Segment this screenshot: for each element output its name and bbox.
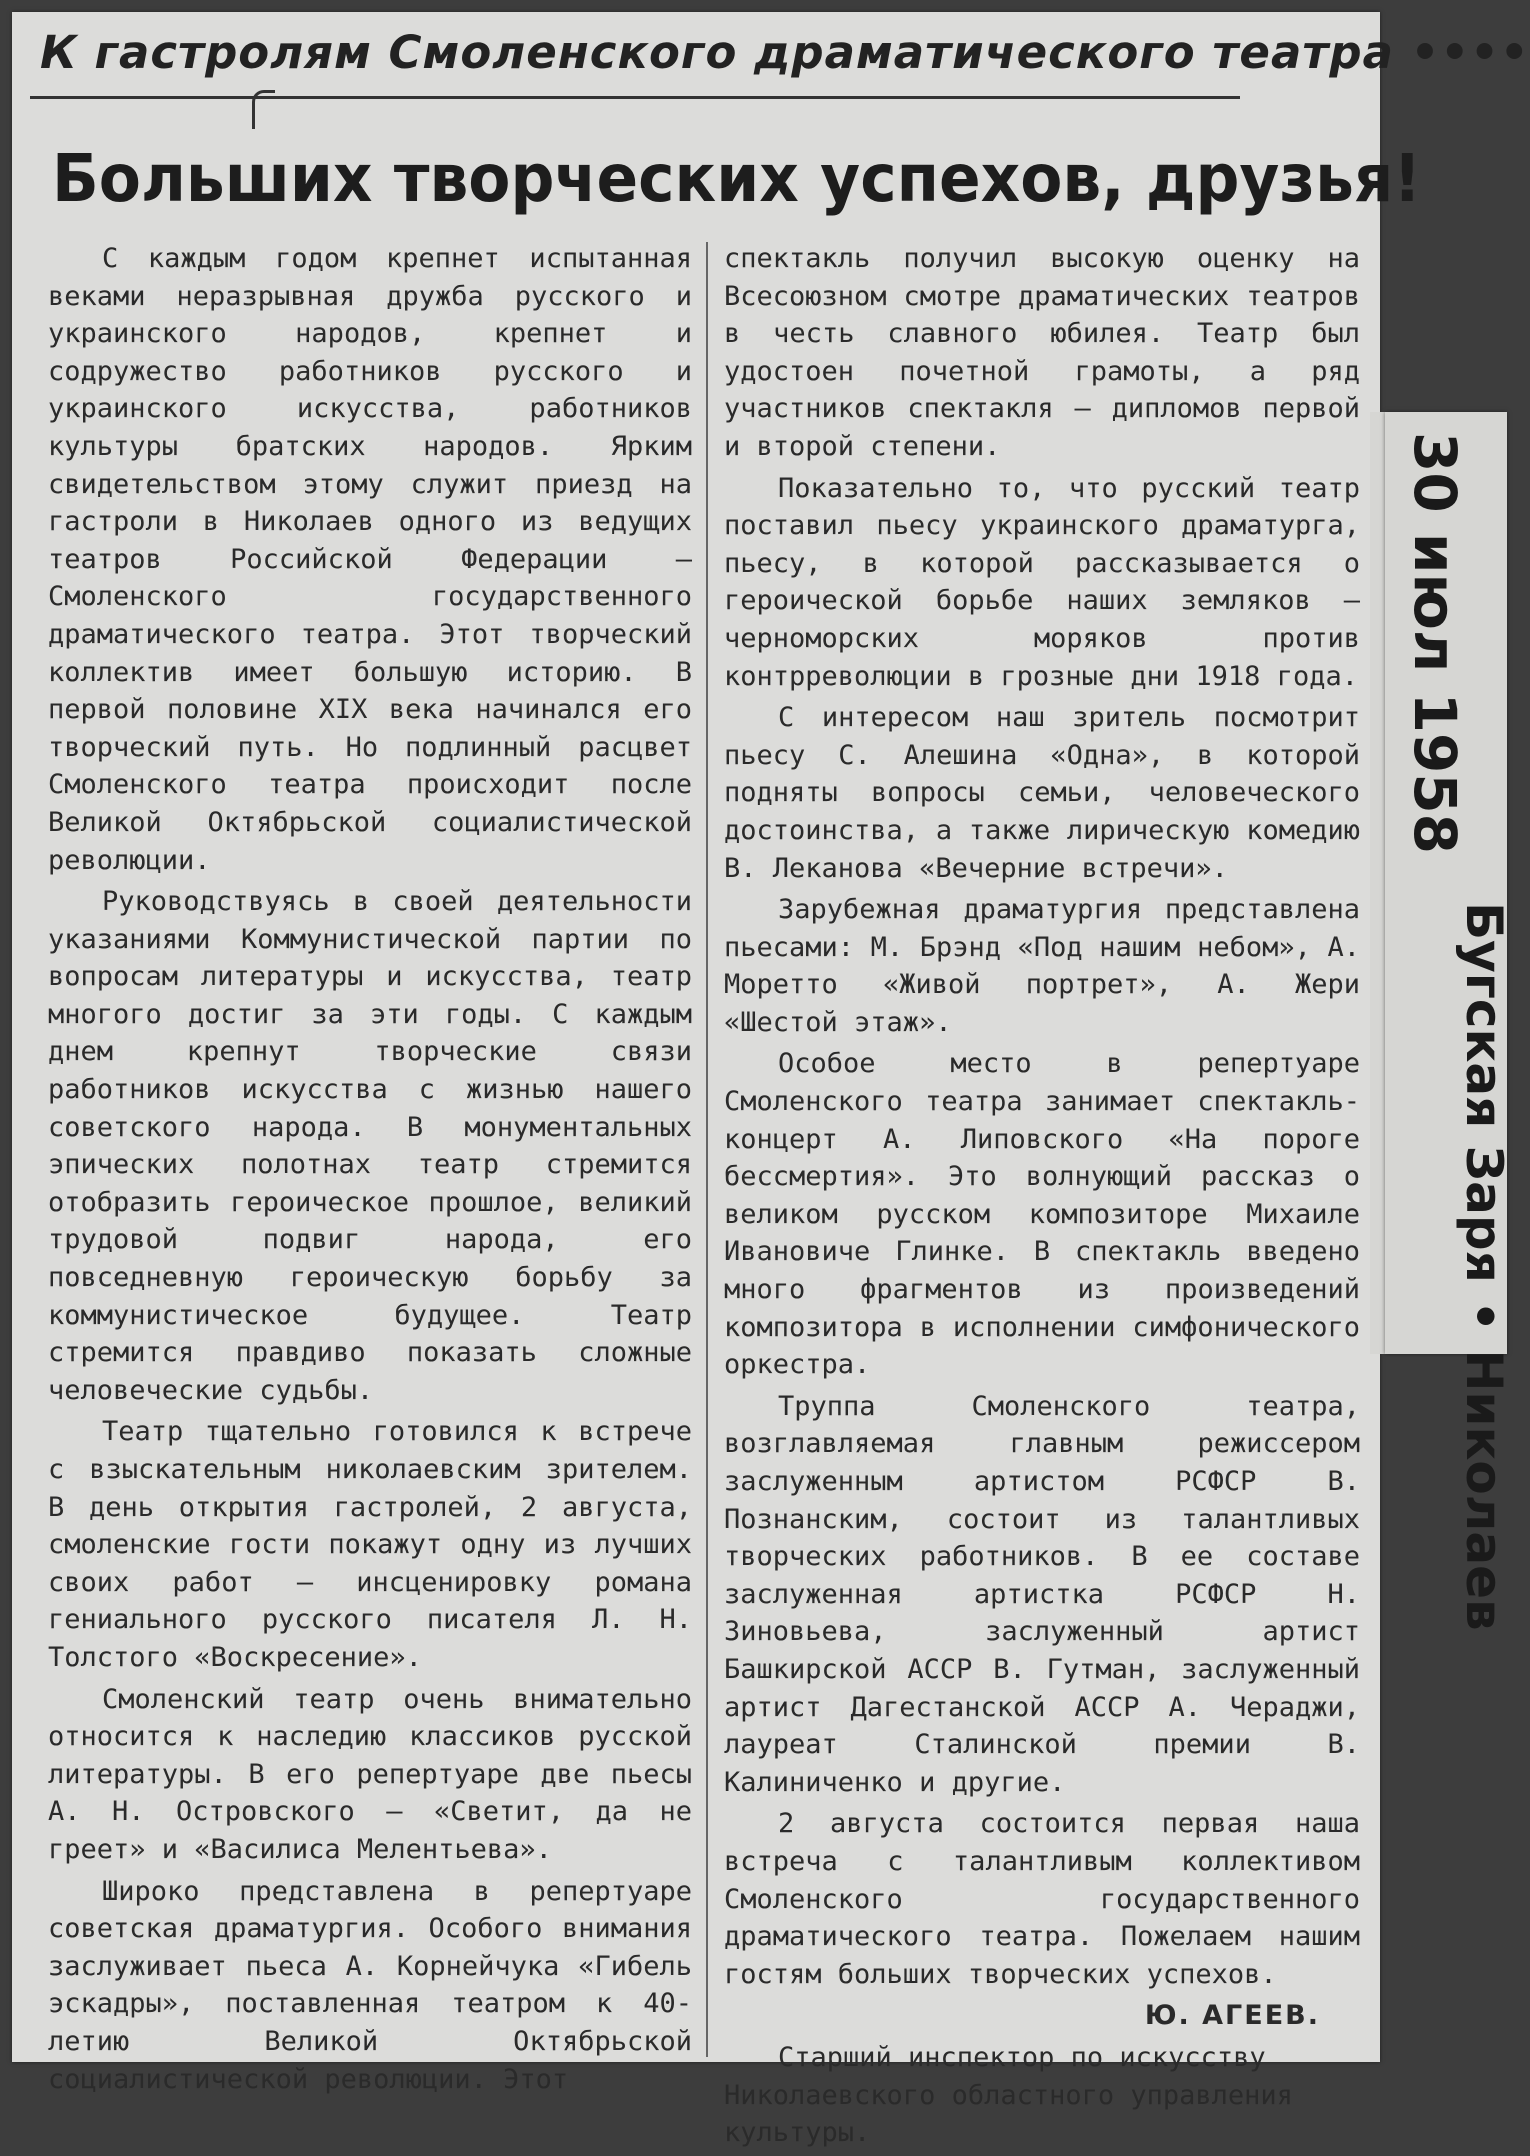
paragraph: Руководствуясь в своей деятельности указаниями Коммунистической партии по вопросам литературы и искусства, театр многого достиг за эти годы. С каждым днем крепнут творческие связи работников искусства с жизнью нашего советского народа. В монументальных эпических полотнах театр стремится отобразить героическое прошлое, великий трудовой подвиг народа, его повседневную героическую борьбу за коммунистическое будущее. Театр стремится правдиво показать сложные человеческие судьбы.: [48, 886, 692, 1406]
author-signature: Ю. АГЕЕВ.: [1144, 2000, 1320, 2032]
paragraph: Широко представлена в репертуаре советская драматургия. Особого внимания заслуживает пьеса А. Корнейчука «Гибель эскадры», поставленная театром к 40-летию Великой Октябрьской социалистической революции. Этот: [48, 1875, 692, 2095]
rubric-underline: [30, 96, 1240, 99]
right-column: [724, 240, 1360, 2156]
newspaper-name: Бугская Заря • Николаев: [1455, 902, 1513, 1631]
paragraph: Труппа Смоленского театра, возглавляемая главным режиссером заслуженным артистом РСФСР В. Познанским, состоит из талантливых творческих работников. В ее составе заслуженная артистка РСФСР Н. Зиновьева, заслуженный артист Башкирской АССР В. Гутман, заслуженный артист Дагестанской АССР А. Чераджи, лауреат Сталинской премии В. Калиниченко и другие.: [724, 1390, 1360, 1798]
paragraph: Показательно то, что русский театр поставил пьесу украинского драматурга, пьесу, в которой рассказывается о героической борьбе наших земляков — черноморских моряков против контрреволюции в грозные дни 1918 года.: [724, 472, 1360, 692]
paragraph: С каждым годом крепнет испытанная веками неразрывная дружба русского и украинского народов, крепнет и содружество работников русского и украинского искусства, работников культуры братских народов. Ярким свидетельством этому служит приезд на гастроли в Николаев одного из ведущих театров Российской Федерации — Смоленского государственного драматического театра. Этот творческий коллектив имеет большую историю. В первой половине XIX века начинался его творческий путь. Но подлинный расцвет Смоленского театра происходит после Великой Октябрьской социалистической революции.: [48, 243, 692, 876]
rubric-heading: К гастролям Смоленского драматического театра ••••: [40, 26, 1530, 79]
paragraph: спектакль получил высокую оценку на Всесоюзном смотре драматических театров в честь славного юбилея. Театр был удостоен почетной грамоты, а ряд участников спектакля — дипломов первой и второй степени.: [724, 243, 1360, 462]
column-divider: [706, 242, 708, 2057]
left-column: [48, 240, 692, 2102]
paragraph: 2 августа состоится первая наша встреча с талантливым коллективом Смоленского государственного драматического театра. Пожелаем нашим гостям больших творческих успехов.: [724, 1808, 1360, 1990]
paragraph: Театр тщательно готовился к встрече с взыскательным николаевским зрителем. В день открытия гастролей, 2 августа, смоленские гости покажут одну из лучших своих работ — инсценировку романа гениального русского писателя Л. Н. Толстого «Воскресение».: [48, 1416, 692, 1673]
author-role: Старший инспектор по искусству Николаевского областного управления культуры.: [724, 2041, 1293, 2149]
article-headline: Больших творческих успехов, друзья!: [52, 140, 1422, 217]
date-clipping: [1385, 412, 1513, 1631]
pen-mark: [252, 90, 275, 129]
paragraph: Особое место в репертуаре Смоленского театра занимает спектакль-концерт А. Липовского «На пороге бессмертия». Это волнующий рассказ о великом русском композиторе Михаиле Ивановиче Глинке. В спектакль введено много фрагментов из произведений композитора в исполнении симфонического оркестра.: [724, 1048, 1360, 1381]
publication-date: 30 июл 1958: [1401, 432, 1469, 855]
paragraph: С интересом наш зритель посмотрит пьесу С. Алешина «Одна», в которой подняты вопросы семьи, человеческого достоинства, а также лирическую комедию В. Леканова «Вечерние встречи».: [724, 702, 1360, 884]
paragraph: Смоленский театр очень внимательно относится к наследию классиков русской литературы. В его репертуаре две пьесы А. Н. Островского — «Светит, да не греет» и «Василиса Мелентьева».: [48, 1683, 692, 1865]
paragraph: Зарубежная драматургия представлена пьесами: М. Брэнд «Под нашим небом», А. Моретто «Живой портрет», А. Жери «Шестой этаж».: [724, 894, 1360, 1038]
